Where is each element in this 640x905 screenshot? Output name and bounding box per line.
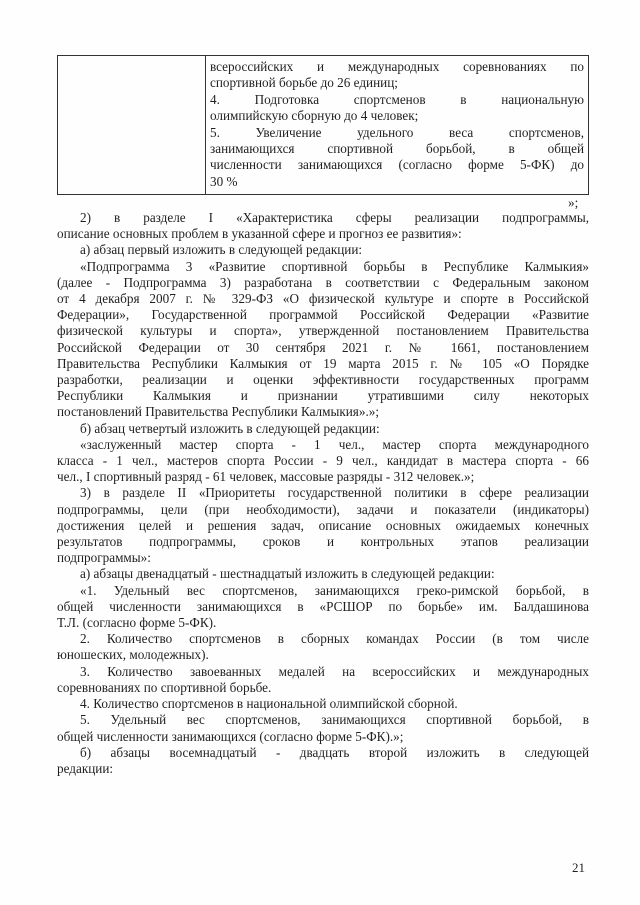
paragraph-line: достижения целей и решения задач, описание основных ожидаемых конечных: [57, 517, 589, 533]
paragraph-line: чел., I спортивный разряд - 61 человек, массовые разряды - 312 человек.»;: [57, 469, 475, 485]
paragraph-line: Российской Федерации от 30 сентября 2021 г. № 1661, постановлением: [57, 339, 589, 355]
paragraph: [57, 421, 589, 437]
paragraph: [57, 664, 589, 696]
table-closing-quote: »;: [568, 195, 579, 210]
paragraph: [57, 485, 589, 566]
paragraph-line: общей численности занимающихся (согласно форме 5-ФК).»;: [57, 728, 404, 744]
paragraph-line: 2) в разделе I «Характеристика сферы реализации подпрограммы,: [80, 210, 589, 225]
paragraph-line: 3) в разделе II «Приоритеты государственной политики в сфере реализации: [80, 485, 589, 501]
table-cell-line: олимпийскую сборную до 4 человек;: [210, 108, 419, 124]
paragraph-line: от 4 декабря 2007 г. № 329-ФЗ «О физической культуре и спорте в Российской: [57, 291, 589, 307]
paragraph-line: Т.Л. (согласно форме 5-ФК).: [57, 615, 217, 631]
paragraph: [57, 745, 589, 777]
paragraph-line: описание основных проблем в указанной сфере и прогноз ее развития»:: [57, 226, 462, 242]
paragraph-line: (далее - Подпрограмма 3) разработана в соответствии с Федеральным законом: [57, 274, 589, 290]
paragraph-line: результатов подпрограммы, сроков и контрольных этапов реализации: [57, 534, 589, 550]
paragraph: [57, 631, 589, 663]
paragraph: [57, 712, 589, 744]
paragraph-line: юношеских, молодежных).: [57, 647, 209, 663]
paragraph-line: 4. Количество спортсменов в национальной олимпийской сборной.: [80, 696, 458, 712]
paragraph-line: разработки, реализации и оценки эффективности государственных программ: [57, 372, 589, 388]
table-cell-line: занимающихся спортивной борьбой, в общей: [210, 141, 584, 157]
paragraph-line: постановлений Правительства Республики Калмыкия».»;: [57, 404, 380, 420]
paragraph-line: редакции:: [57, 760, 114, 776]
paragraph-line: «заслуженный мастер спорта - 1 чел., мастер спорта международного: [80, 436, 589, 452]
table-left-cell: [58, 56, 206, 194]
paragraph: [57, 437, 589, 486]
paragraph-line: Правительства Республики Калмыкия от 19 марта 2015 г. № 105 «О Порядке: [57, 355, 589, 371]
paragraph-line: 5. Удельный вес спортсменов, занимающихся спортивной борьбой, в: [80, 712, 589, 728]
document-body: [57, 210, 589, 777]
paragraph: [57, 566, 589, 582]
table-cell-line: спортивной борьбе до 26 единиц;: [210, 75, 398, 91]
paragraph-line: 2. Количество спортсменов в сборных командах России (в том числе: [80, 631, 589, 647]
paragraph-line: соревнованиях по спортивной борьбе.: [57, 679, 272, 695]
paragraph: [57, 242, 589, 258]
indicators-table-fragment: [57, 55, 589, 195]
paragraph-line: «1. Удельный вес спортсменов, занимающихся греко-римской борьбой, в: [80, 582, 589, 598]
paragraph-line: общей численности занимающихся в «РСШОР по борьбе» им. Балдашинова: [57, 598, 589, 614]
table-cell-line: всероссийских и международных соревнованиях по: [210, 59, 584, 74]
paragraph-line: Федерации», Государственной программой Российской Федерации «Развитие: [57, 307, 589, 323]
paragraph-line: «Подпрограмма 3 «Развитие спортивной борьбы в Республике Калмыкия»: [80, 258, 589, 274]
paragraph-line: подпрограммы»:: [57, 550, 151, 566]
table-right-cell: [210, 59, 584, 190]
table-cell-line: 4. Подготовка спортсменов в национальную: [210, 91, 584, 107]
paragraph-line: класса - 1 чел., мастеров спорта России - 9 чел., кандидат в мастера спорта - 66: [57, 453, 589, 469]
paragraph: [57, 259, 589, 421]
paragraph: [57, 583, 589, 632]
paragraph: [57, 210, 589, 242]
table-cell-line: численности занимающихся (согласно форме 5-ФК) до: [210, 157, 584, 173]
table-cell-line: 5. Увеличение удельного веса спортсменов,: [210, 124, 584, 140]
paragraph-line: 3. Количество завоеванных медалей на всероссийских и международных: [80, 663, 589, 679]
paragraph: [57, 696, 589, 712]
paragraph-line: а) абзац первый изложить в следующей редакции:: [80, 242, 363, 258]
paragraph-line: а) абзацы двенадцатый - шестнадцатый изложить в следующей редакции:: [80, 566, 495, 582]
table-cell-line: 30 %: [210, 173, 238, 189]
paragraph-line: подпрограммы, цели (при необходимости), задачи и показатели (индикаторы): [57, 501, 589, 517]
paragraph-line: Республики Калмыкия и признании утратившими силу некоторых: [57, 388, 589, 404]
paragraph-line: б) абзацы восемнадцатый - двадцать второй изложить в следующей: [80, 744, 589, 760]
paragraph-line: б) абзац четвертый изложить в следующей редакции:: [80, 420, 380, 436]
page-number: 21: [572, 860, 585, 875]
paragraph-line: физической культуры и спорта», утвержденной постановлением Правительства: [57, 323, 589, 339]
